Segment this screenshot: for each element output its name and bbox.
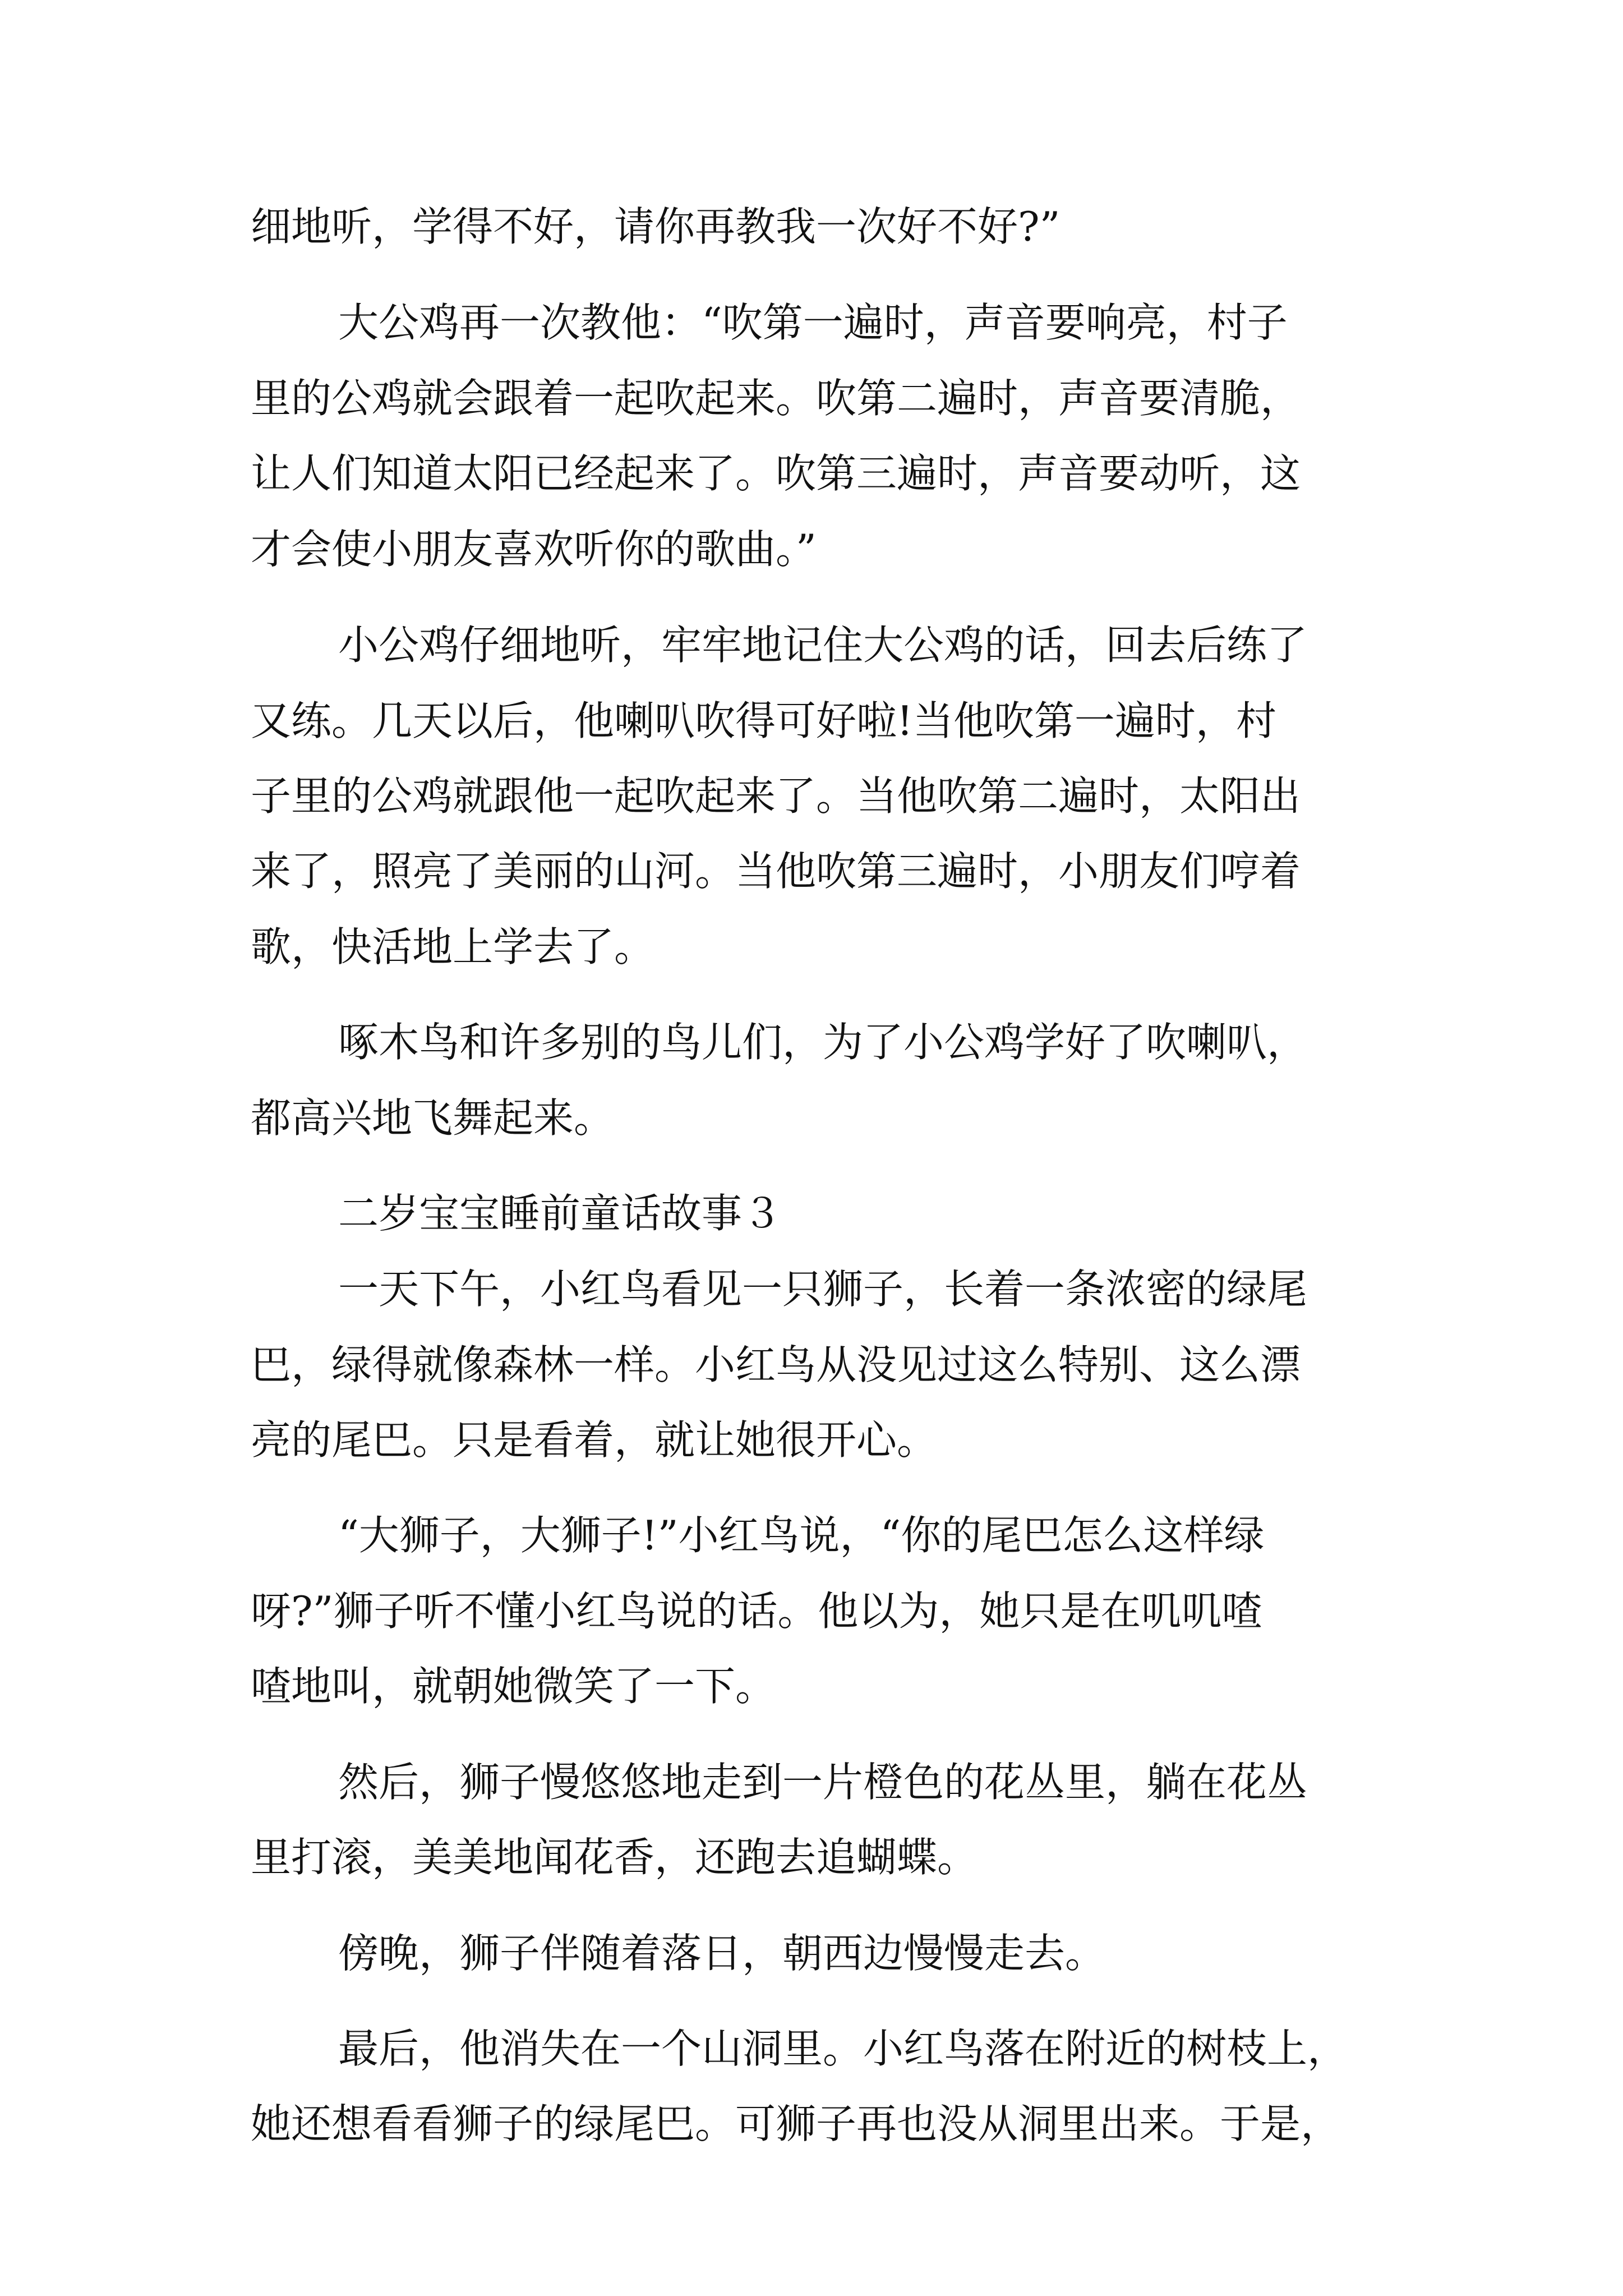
text-line: 大公鸡再一次教他：“吹第一遍时，声音要响亮，村子 [338,299,1288,346]
text-line: 呀?”狮子听不懂小红鸟说的话。他以为，她只是在叽叽喳 [251,1588,1262,1635]
text-line: 细地听，学得不好，请你再教我一次好不好?” [251,203,1061,250]
text-line: 歌，快活地上学去了。 [251,923,655,970]
text-line: 啄木鸟和许多别的鸟儿们，为了小公鸡学好了吹喇叭， [338,1019,1308,1066]
text-line: 傍晚，狮子伴随着落日，朝西边慢慢走去。 [338,1930,1106,1977]
text-line: 喳地叫，就朝她微笑了一下。 [251,1663,776,1710]
text-line: 亮的尾巴。只是看着，就让她很开心。 [251,1416,938,1464]
text-line: 巴，绿得就像森林一样。小红鸟从没见过这么特别、这么漂 [251,1341,1301,1388]
section-heading: 二岁宝宝睡前童话故事３ [338,1190,783,1237]
text-line: 里打滚，美美地闻花香，还跑去追蝴蝶。 [251,1834,978,1881]
text-line: 让人们知道太阳已经起来了。吹第三遍时，声音要动听，这 [251,450,1301,497]
text-line: 才会使小朋友喜欢听你的歌曲。” [251,526,817,573]
text-line: 一天下午，小红鸟看见一只狮子，长着一条浓密的绿尾 [338,1266,1308,1313]
text-line: 子里的公鸡就跟他一起吹起来了。当他吹第二遍时，太阳出 [251,772,1301,820]
text-line: 来了，照亮了美丽的山河。当他吹第三遍时，小朋友们哼着 [251,848,1301,895]
text-line: 又练。几天以后，他喇叭吹得可好啦!当他吹第一遍时，村 [251,697,1276,744]
text-line: 里的公鸡就会跟着一起吹起来。吹第二遍时，声音要清脆， [251,375,1301,422]
text-line: 都高兴地飞舞起来。 [251,1094,615,1142]
text-line: “大狮子，大狮子!”小红鸟说，“你的尾巴怎么这样绿 [338,1512,1265,1559]
text-line: 然后，狮子慢悠悠地走到一片橙色的花丛里，躺在花丛 [338,1759,1308,1806]
text-line: 小公鸡仔细地听，牢牢地记住大公鸡的话，回去后练了 [338,622,1308,669]
text-line: 最后，他消失在一个山洞里。小红鸟落在附近的树枝上， [338,2025,1348,2072]
text-line: 她还想看看狮子的绿尾巴。可狮子再也没从洞里出来。于是， [251,2100,1341,2147]
